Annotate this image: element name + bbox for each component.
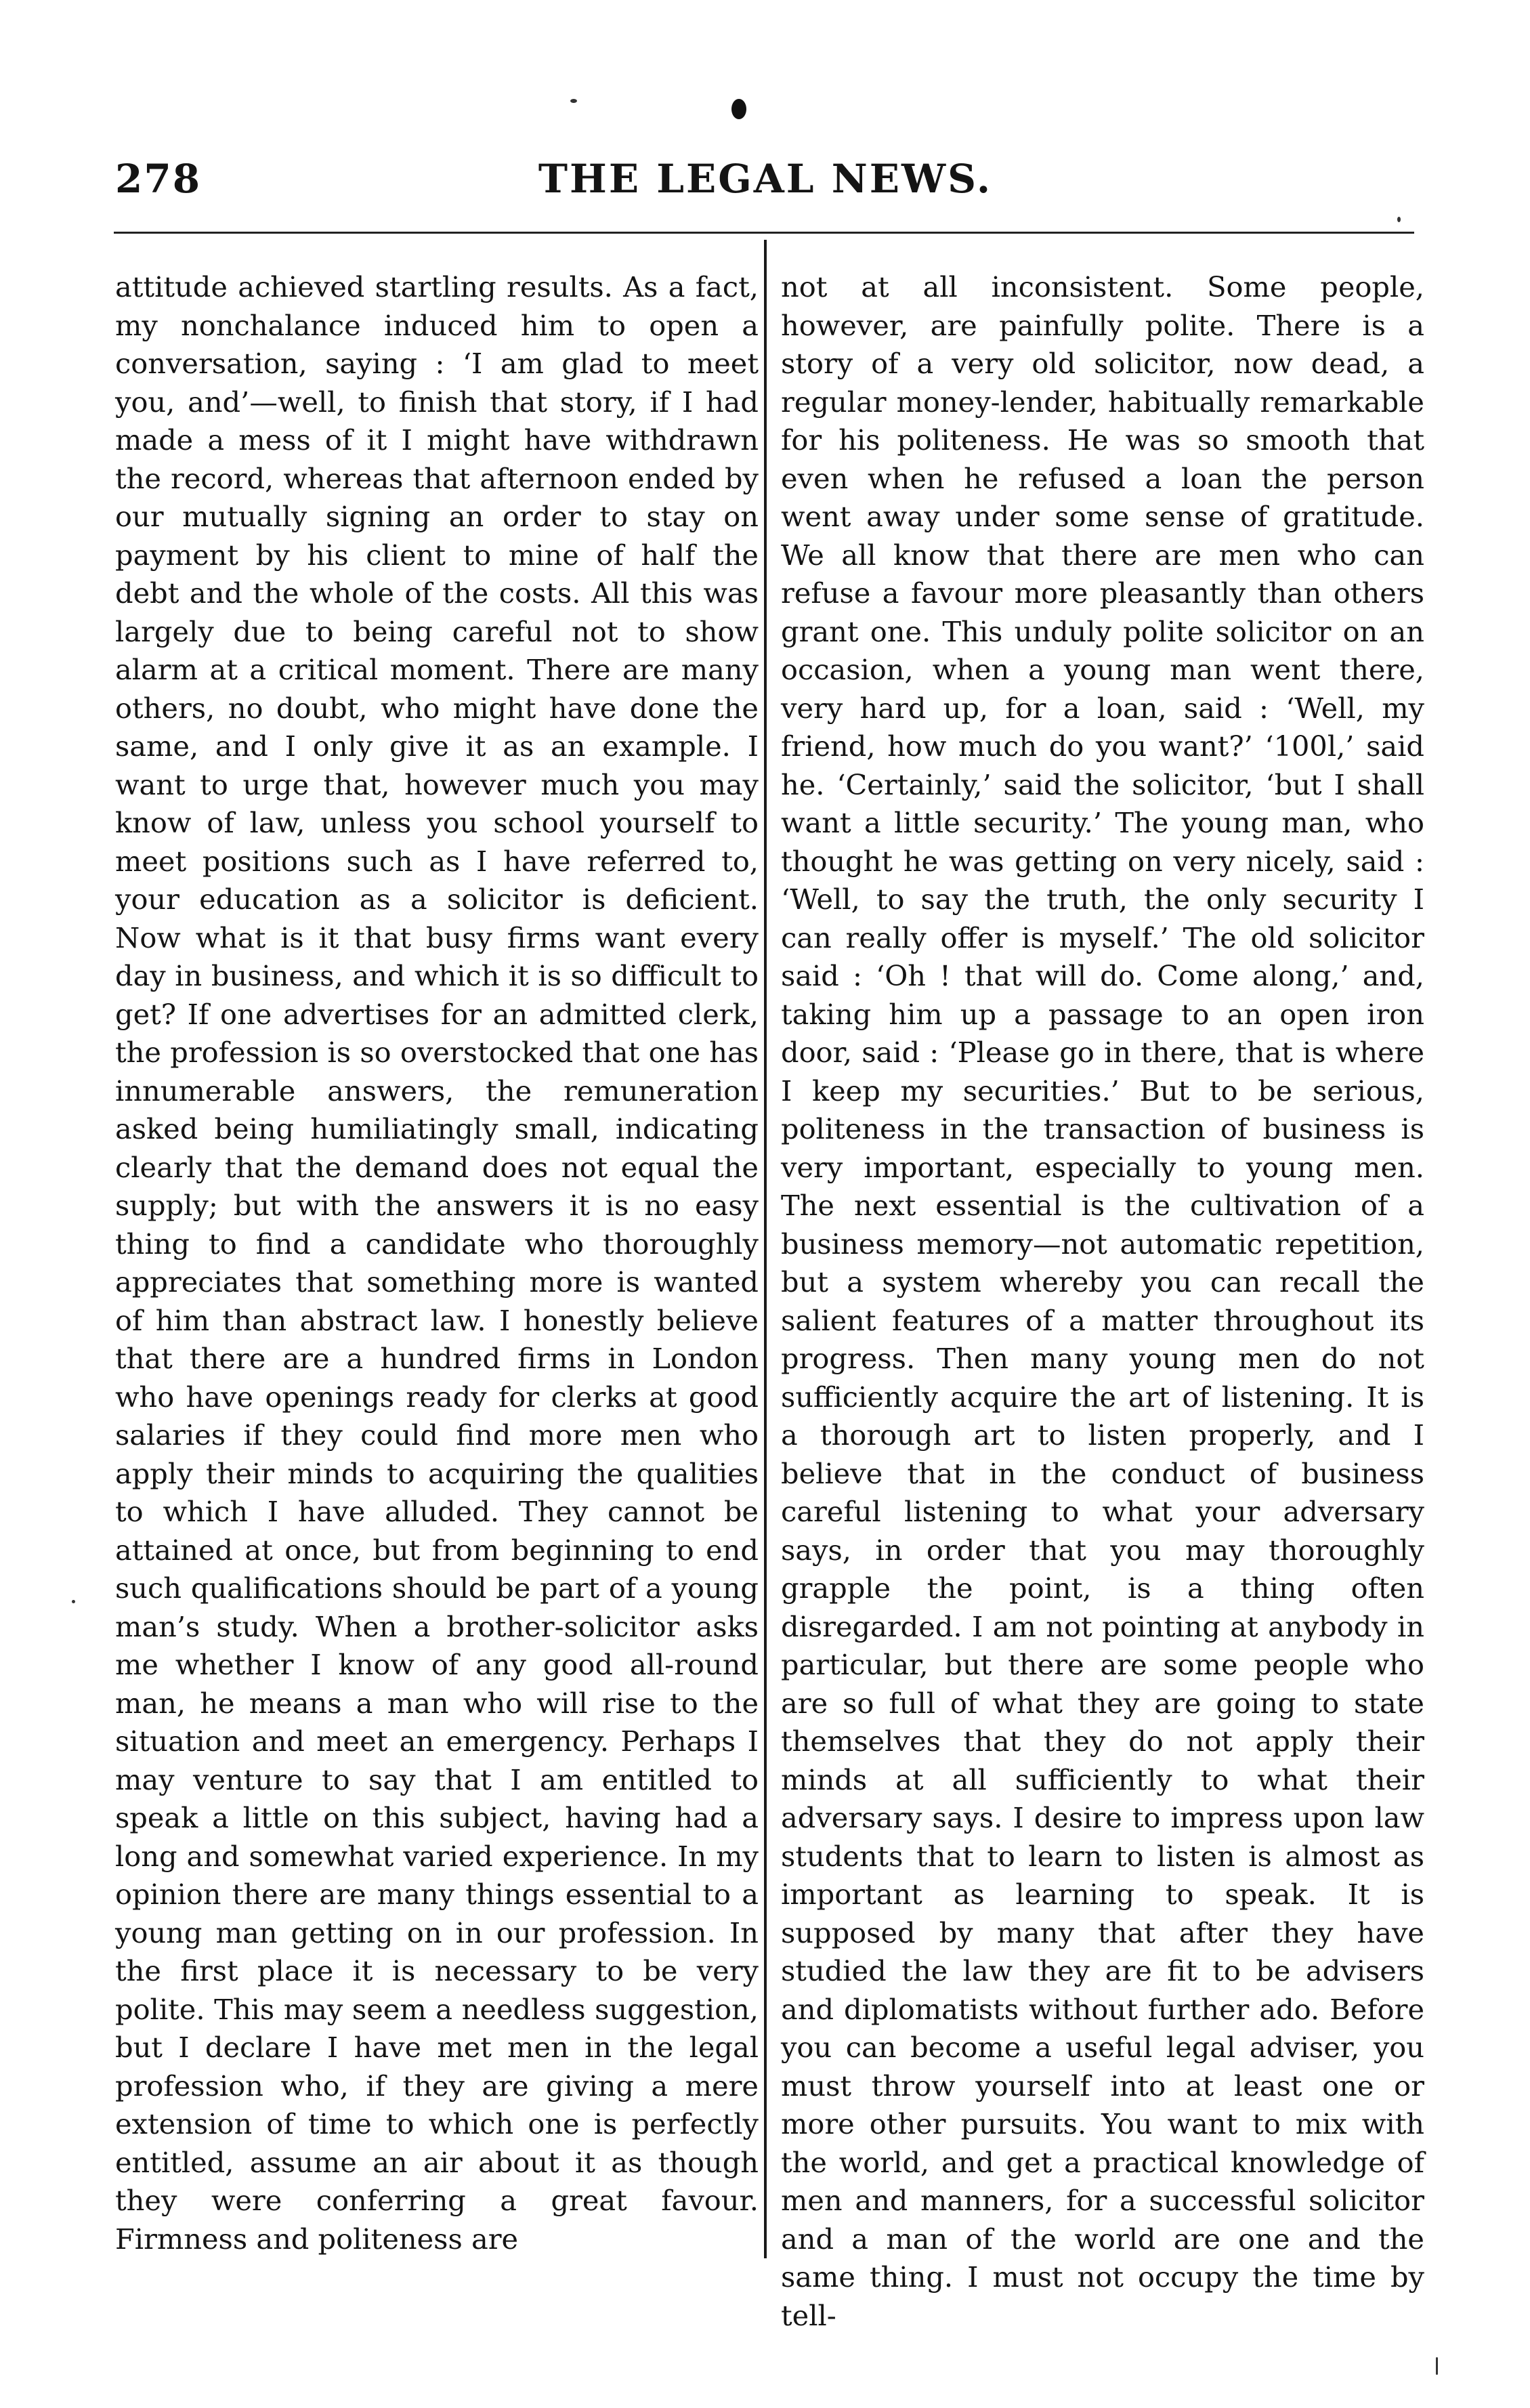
column-divider (764, 240, 767, 2258)
page-number: 278 (115, 156, 202, 202)
left-column (115, 268, 759, 2258)
left-column-text: attitude achieved startling results. As a fact, my nonchalance induced him to open a conversation, saying : ‘I am glad to meet you, and’—well, to finish that story, if I had made a mess of it I might have withdrawn the record, whereas that afternoon ended by our mutually signing an order to stay on payment by his client to mine of half the debt and the whole of the costs. All this was largely due to being careful not to show alarm at a critical moment. There are many others, no doubt, who might have done the same, and I only give it as an example. I want to urge that, however much you may know of law, unless you school yourself to meet positions such as I have referred to, your education as a solicitor is deficient. Now what is it that busy firms want every day in business, and which it is so difficult to get? If one advertises for an admitted clerk, the profession is so overstocked that one has innumerable answers, the remuneration asked being humiliatingly small, indicating clearly that the demand does not equal the supply; but with the answers it is no easy thing to find a candidate who thoroughly appreciates that something more is wanted of him than abstract law. I honestly believe that there are a hundred firms in London who have openings ready for clerks at good salaries if they could find more men who apply their minds to acquiring the qualities to which I have alluded. They cannot be attained at once, but from beginning to end such qualifications should be part of a young man’s study. When a brother-solicitor asks me whether I know of any good all-round man, he means a man who will rise to the situation and meet an emergency. Perhaps I may venture to say that I am entitled to speak a little on this subject, having had a long and somewhat varied experience. In my opinion there are many things essential to a young man getting on in our profession. In the first place it is necessary to be very polite. This may seem a needless suggestion, but I declare I have met men in the legal profession who, if they are giving a mere extension of time to which one is perfectly entitled, assume an air about it as though they were conferring a great favour. Firmness and politeness are (115, 270, 759, 2256)
running-title: THE LEGAL NEWS. (538, 156, 993, 202)
ink-speck (1436, 2357, 1438, 2375)
ink-speck (72, 1600, 75, 1603)
ink-speck (1397, 217, 1401, 222)
header-rule (114, 232, 1414, 234)
ink-speck (570, 99, 577, 103)
right-column-text: not at all inconsistent. Some people, however, are painfully polite. There is a story of a very old solicitor, now dead, a regular money-lender, habitually remarkable for his politeness. He was so smooth that even when he refused a loan the person went away under some sense of gratitude. We all know that there are men who can refuse a favour more pleasantly than others grant one. This unduly polite solicitor on an occasion, when a young man went there, very hard up, for a loan, said : ‘Well, my friend, how much do you want?’ ‘100l,’ said he. ‘Certainly,’ said the solicitor, ‘but I shall want a little security.’ The young man, who thought he was getting on very nicely, said : ‘Well, to say the truth, the only security I can really offer is myself.’ The old solicitor said : ‘Oh ! that will do. Come along,’ and, taking him up a passage to an open iron door, said : ‘Please go in there, that is where I keep my securities.’ But to be serious, politeness in the transaction of business is very important, especially to young men. The next essential is the cultivation of a business memory—not automatic repetition, but a system whereby you can recall the salient features of a matter throughout its progress. Then many young men do not sufficiently acquire the art of listening. It is a thorough art to listen properly, and I believe that in the conduct of business careful listening to what your adversary says, in order that you may thoroughly grapple the point, is a thing often disregarded. I am not pointing at anybody in particular, but there are some people who are so full of what they are going to state themselves that they do not apply their minds at all sufficiently to what their adversary says. I desire to impress upon law students that to learn to listen is almost as important as learning to speak. It is supposed by many that after they have studied the law they are fit to be advisers and diplomatists without further ado. Before you can become a useful legal adviser, you must throw yourself into at least one or more other pursuits. You want to mix with the world, and get a practical knowledge of men and manners, for a successful solicitor and a man of the world are one and the same thing. I must not occupy the time by tell- (781, 270, 1424, 2332)
right-column (781, 268, 1424, 2335)
page-header (115, 156, 1416, 210)
ink-dot-mark (731, 99, 746, 119)
